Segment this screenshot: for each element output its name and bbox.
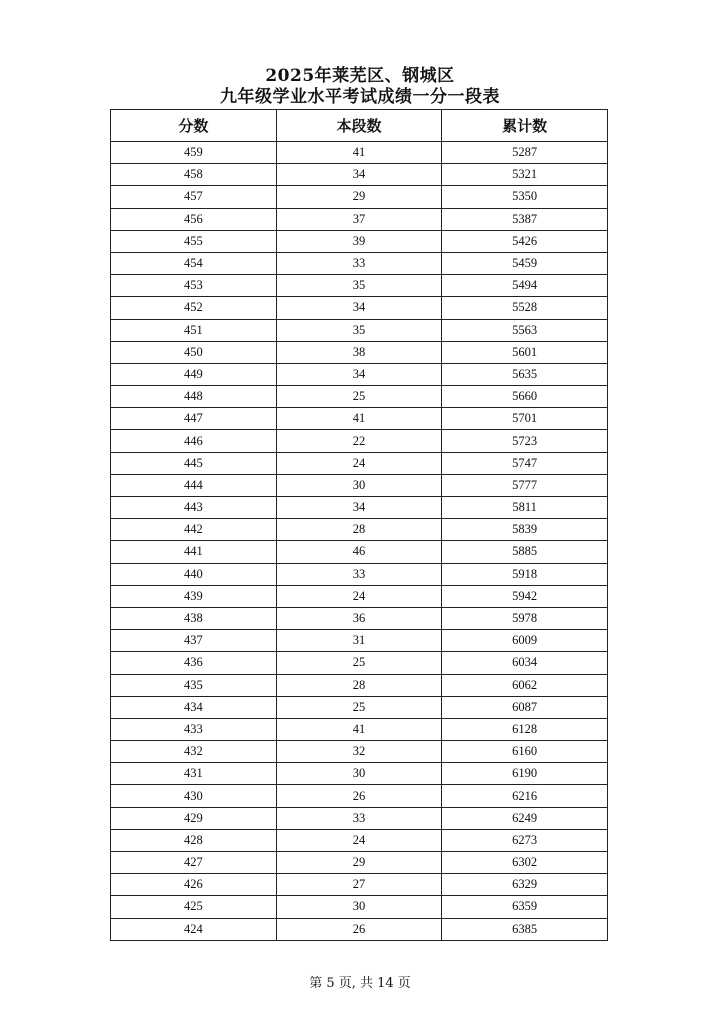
cumulative-count-cell: 6329 xyxy=(442,874,608,896)
header-segment-count: 本段数 xyxy=(276,110,442,142)
score-cell: 457 xyxy=(111,186,277,208)
segment-count-cell: 26 xyxy=(276,785,442,807)
cumulative-count-cell: 5839 xyxy=(442,519,608,541)
segment-count-cell: 29 xyxy=(276,852,442,874)
table-row xyxy=(111,208,608,230)
table-row xyxy=(111,763,608,785)
cumulative-count-cell: 6009 xyxy=(442,630,608,652)
score-cell: 433 xyxy=(111,718,277,740)
cumulative-count-cell: 6087 xyxy=(442,696,608,718)
cumulative-count-cell: 5459 xyxy=(442,252,608,274)
segment-count-cell: 39 xyxy=(276,230,442,252)
score-cell: 443 xyxy=(111,497,277,519)
table-row xyxy=(111,452,608,474)
cumulative-count-cell: 5918 xyxy=(442,563,608,585)
segment-count-cell: 33 xyxy=(276,807,442,829)
table-row xyxy=(111,186,608,208)
cumulative-count-cell: 5747 xyxy=(442,452,608,474)
score-cell: 450 xyxy=(111,341,277,363)
table-row xyxy=(111,297,608,319)
table-row xyxy=(111,386,608,408)
segment-count-cell: 36 xyxy=(276,607,442,629)
segment-count-cell: 22 xyxy=(276,430,442,452)
cumulative-count-cell: 5777 xyxy=(442,474,608,496)
table-row xyxy=(111,918,608,940)
table-row xyxy=(111,630,608,652)
table-row xyxy=(111,852,608,874)
segment-count-cell: 35 xyxy=(276,275,442,297)
table-row xyxy=(111,741,608,763)
table-row xyxy=(111,474,608,496)
table-row xyxy=(111,696,608,718)
score-cell: 435 xyxy=(111,674,277,696)
segment-count-cell: 34 xyxy=(276,363,442,385)
table-row xyxy=(111,829,608,851)
score-cell: 452 xyxy=(111,297,277,319)
cumulative-count-cell: 5601 xyxy=(442,341,608,363)
cumulative-count-cell: 6160 xyxy=(442,741,608,763)
score-cell: 455 xyxy=(111,230,277,252)
cumulative-count-cell: 5287 xyxy=(442,142,608,164)
score-cell: 446 xyxy=(111,430,277,452)
segment-count-cell: 25 xyxy=(276,696,442,718)
table-header-row xyxy=(111,110,608,142)
score-cell: 458 xyxy=(111,164,277,186)
cumulative-count-cell: 6128 xyxy=(442,718,608,740)
cumulative-count-cell: 6385 xyxy=(442,918,608,940)
segment-count-cell: 35 xyxy=(276,319,442,341)
segment-count-cell: 25 xyxy=(276,652,442,674)
table-row xyxy=(111,230,608,252)
segment-count-cell: 28 xyxy=(276,674,442,696)
table-row xyxy=(111,142,608,164)
score-cell: 441 xyxy=(111,541,277,563)
table-row xyxy=(111,408,608,430)
table-row xyxy=(111,497,608,519)
title-line-2: 九年级学业水平考试成绩一分一段表 xyxy=(220,87,500,107)
segment-count-cell: 24 xyxy=(276,452,442,474)
cumulative-count-cell: 5942 xyxy=(442,585,608,607)
score-cell: 426 xyxy=(111,874,277,896)
score-cell: 449 xyxy=(111,363,277,385)
score-cell: 432 xyxy=(111,741,277,763)
score-cell: 459 xyxy=(111,142,277,164)
score-distribution-table xyxy=(110,109,608,941)
score-cell: 453 xyxy=(111,275,277,297)
segment-count-cell: 33 xyxy=(276,252,442,274)
segment-count-cell: 41 xyxy=(276,718,442,740)
table-row xyxy=(111,874,608,896)
table-row xyxy=(111,363,608,385)
table-body xyxy=(111,142,608,941)
title-line-1: 2025年莱芜区、钢城区 xyxy=(265,66,455,86)
table-row xyxy=(111,319,608,341)
document-title xyxy=(0,66,720,108)
score-cell: 448 xyxy=(111,386,277,408)
score-cell: 428 xyxy=(111,829,277,851)
cumulative-count-cell: 6302 xyxy=(442,852,608,874)
score-cell: 437 xyxy=(111,630,277,652)
score-cell: 436 xyxy=(111,652,277,674)
table-row xyxy=(111,275,608,297)
score-cell: 454 xyxy=(111,252,277,274)
table-row xyxy=(111,785,608,807)
score-cell: 424 xyxy=(111,918,277,940)
table-row xyxy=(111,341,608,363)
score-cell: 430 xyxy=(111,785,277,807)
score-cell: 431 xyxy=(111,763,277,785)
table-row xyxy=(111,607,608,629)
segment-count-cell: 26 xyxy=(276,918,442,940)
score-cell: 440 xyxy=(111,563,277,585)
segment-count-cell: 27 xyxy=(276,874,442,896)
segment-count-cell: 30 xyxy=(276,763,442,785)
segment-count-cell: 34 xyxy=(276,297,442,319)
cumulative-count-cell: 5723 xyxy=(442,430,608,452)
segment-count-cell: 41 xyxy=(276,142,442,164)
segment-count-cell: 31 xyxy=(276,630,442,652)
segment-count-cell: 24 xyxy=(276,829,442,851)
cumulative-count-cell: 5978 xyxy=(442,607,608,629)
table-row xyxy=(111,896,608,918)
segment-count-cell: 32 xyxy=(276,741,442,763)
segment-count-cell: 41 xyxy=(276,408,442,430)
segment-count-cell: 46 xyxy=(276,541,442,563)
cumulative-count-cell: 6249 xyxy=(442,807,608,829)
score-cell: 447 xyxy=(111,408,277,430)
cumulative-count-cell: 5494 xyxy=(442,275,608,297)
score-cell: 434 xyxy=(111,696,277,718)
header-cumulative-count: 累计数 xyxy=(442,110,608,142)
cumulative-count-cell: 5635 xyxy=(442,363,608,385)
segment-count-cell: 29 xyxy=(276,186,442,208)
table-row xyxy=(111,807,608,829)
cumulative-count-cell: 6273 xyxy=(442,829,608,851)
segment-count-cell: 28 xyxy=(276,519,442,541)
table-row xyxy=(111,164,608,186)
page-number: 第 5 页, 共 14 页 xyxy=(309,976,411,991)
cumulative-count-cell: 5321 xyxy=(442,164,608,186)
segment-count-cell: 34 xyxy=(276,164,442,186)
score-cell: 456 xyxy=(111,208,277,230)
cumulative-count-cell: 5885 xyxy=(442,541,608,563)
score-cell: 427 xyxy=(111,852,277,874)
cumulative-count-cell: 6216 xyxy=(442,785,608,807)
table-row xyxy=(111,652,608,674)
header-score: 分数 xyxy=(111,110,277,142)
segment-count-cell: 34 xyxy=(276,497,442,519)
segment-count-cell: 38 xyxy=(276,341,442,363)
segment-count-cell: 24 xyxy=(276,585,442,607)
table-row xyxy=(111,541,608,563)
cumulative-count-cell: 5563 xyxy=(442,319,608,341)
table-row xyxy=(111,718,608,740)
cumulative-count-cell: 5660 xyxy=(442,386,608,408)
table-row xyxy=(111,519,608,541)
cumulative-count-cell: 5528 xyxy=(442,297,608,319)
score-cell: 442 xyxy=(111,519,277,541)
cumulative-count-cell: 5387 xyxy=(442,208,608,230)
cumulative-count-cell: 5811 xyxy=(442,497,608,519)
segment-count-cell: 30 xyxy=(276,896,442,918)
table-row xyxy=(111,674,608,696)
segment-count-cell: 33 xyxy=(276,563,442,585)
score-cell: 444 xyxy=(111,474,277,496)
table-row xyxy=(111,563,608,585)
cumulative-count-cell: 6034 xyxy=(442,652,608,674)
segment-count-cell: 30 xyxy=(276,474,442,496)
score-cell: 429 xyxy=(111,807,277,829)
segment-count-cell: 25 xyxy=(276,386,442,408)
cumulative-count-cell: 5350 xyxy=(442,186,608,208)
cumulative-count-cell: 5701 xyxy=(442,408,608,430)
table-row xyxy=(111,585,608,607)
score-cell: 438 xyxy=(111,607,277,629)
cumulative-count-cell: 6062 xyxy=(442,674,608,696)
cumulative-count-cell: 6359 xyxy=(442,896,608,918)
cumulative-count-cell: 5426 xyxy=(442,230,608,252)
score-cell: 425 xyxy=(111,896,277,918)
segment-count-cell: 37 xyxy=(276,208,442,230)
score-cell: 451 xyxy=(111,319,277,341)
score-cell: 439 xyxy=(111,585,277,607)
cumulative-count-cell: 6190 xyxy=(442,763,608,785)
score-cell: 445 xyxy=(111,452,277,474)
table-row xyxy=(111,252,608,274)
table-row xyxy=(111,430,608,452)
